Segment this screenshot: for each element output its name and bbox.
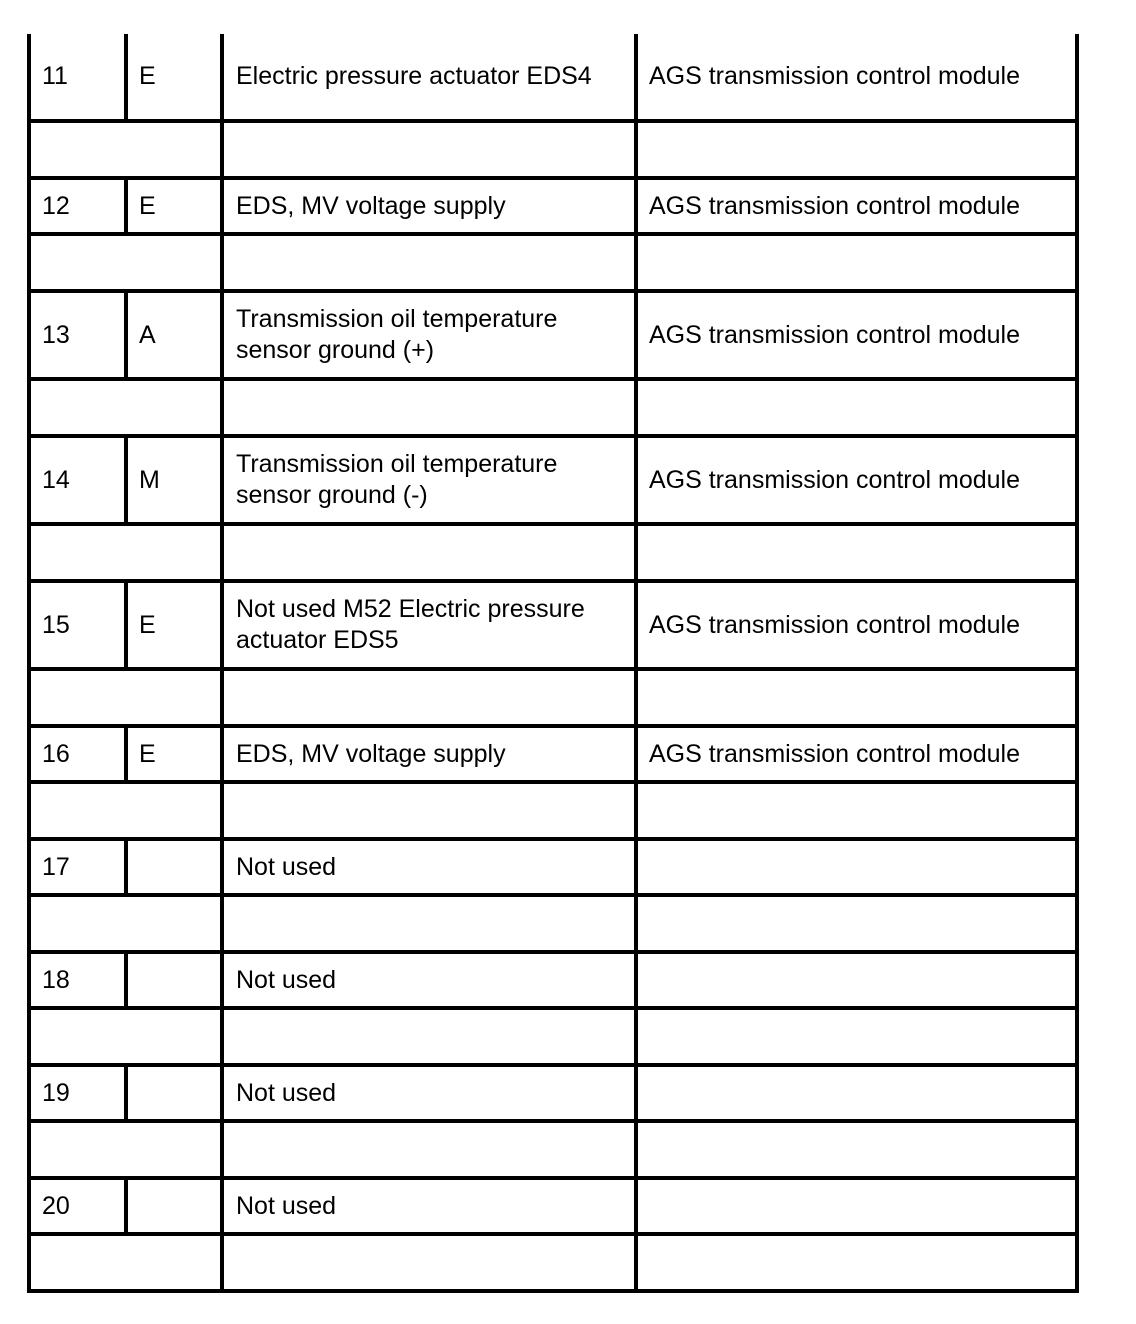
signal-type-cell: E — [126, 726, 222, 782]
description-cell: Not used — [222, 952, 636, 1008]
empty-cell — [222, 1234, 636, 1291]
empty-cell — [636, 379, 1077, 436]
empty-cell — [29, 524, 222, 581]
signal-type-cell — [126, 952, 222, 1008]
empty-cell — [222, 895, 636, 952]
empty-cell — [636, 895, 1077, 952]
empty-cell — [636, 1234, 1077, 1291]
spacer-row — [29, 1234, 1077, 1291]
spacer-row — [29, 1008, 1077, 1065]
pin-number-cell: 20 — [29, 1178, 126, 1234]
empty-cell — [29, 669, 222, 726]
spacer-row — [29, 121, 1077, 178]
signal-type-cell: E — [126, 581, 222, 669]
pin-number-cell: 11 — [29, 34, 126, 121]
table-row — [29, 1065, 1077, 1121]
spacer-row — [29, 379, 1077, 436]
empty-cell — [222, 379, 636, 436]
pin-number-cell: 13 — [29, 291, 126, 379]
pin-number-cell: 14 — [29, 436, 126, 524]
description-cell: Transmission oil temperature sensor ground (+) — [222, 291, 636, 379]
pin-assignment-table — [27, 34, 1079, 1293]
table-row — [29, 1178, 1077, 1234]
signal-type-cell: M — [126, 436, 222, 524]
table-row — [29, 952, 1077, 1008]
empty-cell — [29, 234, 222, 291]
empty-cell — [636, 669, 1077, 726]
signal-type-cell: E — [126, 34, 222, 121]
signal-type-cell — [126, 1065, 222, 1121]
empty-cell — [636, 234, 1077, 291]
empty-cell — [636, 524, 1077, 581]
empty-cell — [636, 1121, 1077, 1178]
description-cell: Not used M52 Electric pressure actuator EDS5 — [222, 581, 636, 669]
destination-cell: AGS transmission control module — [636, 291, 1077, 379]
signal-type-cell: E — [126, 178, 222, 234]
empty-cell — [222, 1121, 636, 1178]
spacer-row — [29, 782, 1077, 839]
signal-type-cell — [126, 839, 222, 895]
destination-cell — [636, 1178, 1077, 1234]
destination-cell: AGS transmission control module — [636, 581, 1077, 669]
description-cell: Transmission oil temperature sensor ground (-) — [222, 436, 636, 524]
table-row — [29, 436, 1077, 524]
description-cell: Not used — [222, 1065, 636, 1121]
spacer-row — [29, 1121, 1077, 1178]
empty-cell — [222, 669, 636, 726]
spacer-row — [29, 895, 1077, 952]
table-row — [29, 839, 1077, 895]
table-row — [29, 291, 1077, 379]
empty-cell — [29, 1121, 222, 1178]
empty-cell — [222, 1008, 636, 1065]
signal-type-cell — [126, 1178, 222, 1234]
description-cell: Not used — [222, 1178, 636, 1234]
empty-cell — [29, 895, 222, 952]
destination-cell — [636, 839, 1077, 895]
empty-cell — [636, 121, 1077, 178]
destination-cell: AGS transmission control module — [636, 178, 1077, 234]
empty-cell — [636, 1008, 1077, 1065]
destination-cell: AGS transmission control module — [636, 34, 1077, 121]
empty-cell — [636, 782, 1077, 839]
spacer-row — [29, 524, 1077, 581]
empty-cell — [29, 1008, 222, 1065]
empty-cell — [222, 524, 636, 581]
table-row — [29, 581, 1077, 669]
empty-cell — [29, 1234, 222, 1291]
pin-number-cell: 18 — [29, 952, 126, 1008]
pin-number-cell: 15 — [29, 581, 126, 669]
empty-cell — [222, 121, 636, 178]
empty-cell — [29, 782, 222, 839]
table-row — [29, 178, 1077, 234]
destination-cell: AGS transmission control module — [636, 436, 1077, 524]
description-cell: EDS, MV voltage supply — [222, 726, 636, 782]
empty-cell — [222, 782, 636, 839]
pin-number-cell: 19 — [29, 1065, 126, 1121]
destination-cell — [636, 952, 1077, 1008]
empty-cell — [222, 234, 636, 291]
pin-number-cell: 17 — [29, 839, 126, 895]
pin-number-cell: 16 — [29, 726, 126, 782]
empty-cell — [29, 121, 222, 178]
table-row — [29, 726, 1077, 782]
table-row — [29, 34, 1077, 121]
signal-type-cell: A — [126, 291, 222, 379]
description-cell: Not used — [222, 839, 636, 895]
spacer-row — [29, 234, 1077, 291]
description-cell: EDS, MV voltage supply — [222, 178, 636, 234]
destination-cell — [636, 1065, 1077, 1121]
pin-number-cell: 12 — [29, 178, 126, 234]
empty-cell — [29, 379, 222, 436]
destination-cell: AGS transmission control module — [636, 726, 1077, 782]
description-cell: Electric pressure actuator EDS4 — [222, 34, 636, 121]
spacer-row — [29, 669, 1077, 726]
